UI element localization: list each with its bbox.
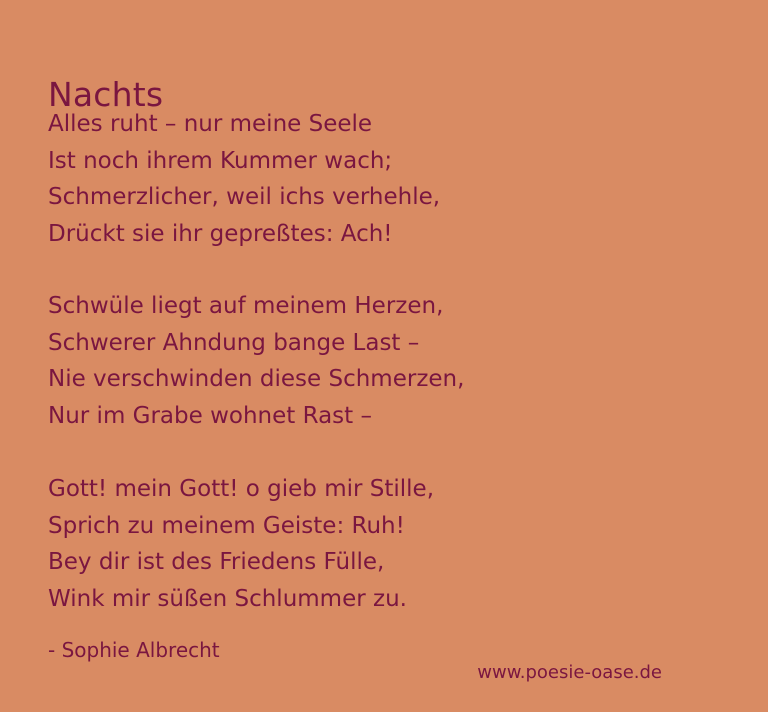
website-watermark: www.poesie-oase.de <box>477 662 662 683</box>
poem-line: Drückt sie ihr gepreßtes: Ach! <box>48 220 393 247</box>
poem-line: Wink mir süßen Schlummer zu. <box>48 585 407 612</box>
poem-author: - Sophie Albrecht <box>48 638 220 662</box>
poem-line: Gott! mein Gott! o gieb mir Stille, <box>48 476 435 502</box>
poem-line: Sprich zu meinem Geiste: Ruh! <box>48 512 405 539</box>
poem-line: Bey dir ist des Friedens Fülle, <box>48 549 385 575</box>
poem-line: Schwerer Ahndung bange Last – <box>48 329 420 356</box>
stanza-1 <box>48 106 440 252</box>
poem-line: Nie verschwinden diese Schmerzen, <box>48 366 465 392</box>
poem-line: Nur im Grabe wohnet Rast – <box>48 402 372 429</box>
stanza-3 <box>48 471 434 617</box>
stanza-2 <box>48 288 464 434</box>
poem-line: Ist noch ihrem Kummer wach; <box>48 147 393 174</box>
poem-line: Schwüle liegt auf meinem Herzen, <box>48 293 444 319</box>
poem-title: Nachts <box>48 75 164 115</box>
poem-line: Alles ruht – nur meine Seele <box>48 111 373 137</box>
poem-line: Schmerzlicher, weil ichs verhehle, <box>48 184 441 210</box>
